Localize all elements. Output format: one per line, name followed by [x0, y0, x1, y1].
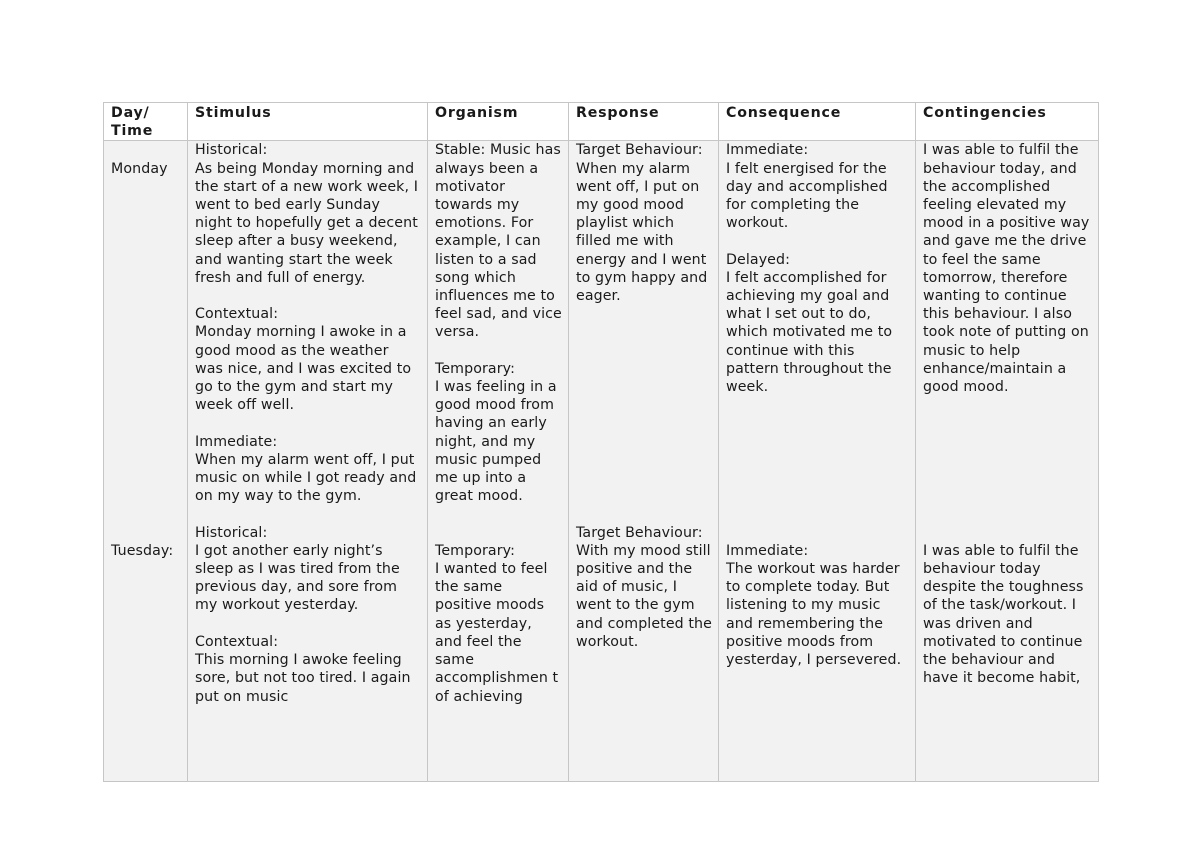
day-label-monday: Monday [111, 160, 168, 177]
table-row [104, 141, 1099, 781]
consequence-cell: Immediate: I felt energised for the day and accomplished for completing the workout. Delayed: I felt accomplished for achieving my goal and what I set out to do, which motivated me to continue with this pattern throughout the week. Immediate: The workout was harder to complete today. But listening to my music and remembering the positive moods from yesterday, I persevered. [719, 141, 916, 781]
header-row [104, 103, 1099, 141]
day-cell [104, 141, 188, 781]
header-day-time: Day/ Time [104, 103, 188, 141]
sor-table [103, 102, 1099, 782]
response-cell: Target Behaviour: When my alarm went off, I put on my good mood playlist which filled me with energy and I went to gym happy and eager. Target Behaviour: With my mood still positive and the aid of music, I went to the gym and completed the workout. [569, 141, 719, 781]
organism-cell: Stable: Music has always been a motivator towards my emotions. For example, I can listen to a sad song which influences me to feel sad, and vice versa. Temporary: I was feeling in a good mood from having an early night, and my music pumped me up into a great mood. Temporary: I wanted to feel the same positive moods as yesterday, and feel the same accomplishmen t of achieving [428, 141, 569, 781]
contingencies-cell: I was able to fulfil the behaviour today, and the accomplished feeling elevated my mood in a positive way and gave me the drive to feel the same tomorrow, therefore wanting to continue this behaviour. I also took note of putting on music to help enhance/maintain a good mood. I was able to fulfil the behaviour today despite the toughness of the task/workout. I was driven and motivated to continue the behaviour and have it become habit, [916, 141, 1099, 781]
day-label-tuesday: Tuesday: [111, 542, 174, 559]
header-organism: Organism [428, 103, 569, 141]
header-response: Response [569, 103, 719, 141]
header-consequence: Consequence [719, 103, 916, 141]
stimulus-cell: Historical: As being Monday morning and the start of a new work week, I went to bed early Sunday night to hopefully get a decent sleep after a busy weekend, and wanting start the week fresh and full of energy. Contextual: Monday morning I awoke in a good mood as the weather was nice, and I was excited to go to the gym and start my week off well. Immediate: When my alarm went off, I put music on while I got ready and on my way to the gym. Historical: I got another early night’s sleep as I was tired from the previous day, and sore from my workout yesterday. Contextual: This morning I awoke feeling sore, but not too tired. I again put on music [188, 141, 428, 781]
header-contingencies: Contingencies [916, 103, 1099, 141]
header-stimulus: Stimulus [188, 103, 428, 141]
